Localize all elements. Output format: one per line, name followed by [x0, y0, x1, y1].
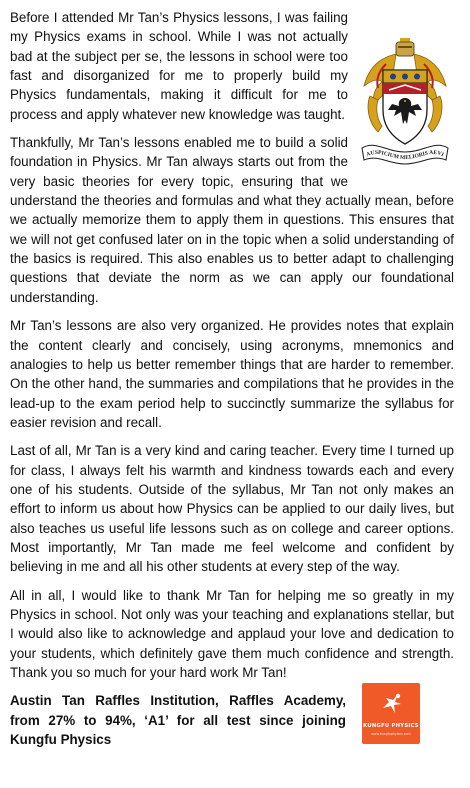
crest-motto: AUSPICIUM MELIORIS AEVI	[365, 149, 445, 162]
testimonial-document	[10, 8, 454, 750]
logo-title: KUNGFU PHYSICS	[363, 723, 419, 729]
paragraph-5: All in all, I would like to thank Mr Tan for helping me so greatly in my Physics in school. Not only was your teaching and explanations stellar, but I would also like to acknowledge and applaud your love and dedication to your students, which definitely gave them much confidence and strength. Thank you so much for your hard work Mr Tan!	[10, 587, 454, 680]
paragraph-3: Mr Tan’s lessons are also very organized. He provides notes that explain the content clearly and concisely, using acronyms, mnemonics and analogies to help us better remember things that are harder to remember. On the other hand, the summaries and compilations that he provides in the lead-up to the exam period help to succinctly summarize the syllabus for easier revision and recall.	[10, 318, 454, 430]
crest-helmet	[396, 38, 414, 56]
paragraph-1-text: Before I attended Mr Tan’s Physics lessons, I was failing my Physics exams in school. While I was not actually bad at the subject per se, the lessons in school were too fast and disorganized for me to properly build my Physics fundamentals, making it difficult for me to process and apply whatever new knowledge was taught.	[10, 10, 348, 122]
paragraph-4: Last of all, Mr Tan is a very kind and caring teacher. Every time I turned up for class, I always felt his warmth and kindness towards each and every one of his students. Outside of the syllabus, Mr Tan not only makes an effort to inform us about how Physics can be applied to our daily lives, but also teaches us useful life lessons such as on college and career options. Most importantly, Mr Tan made me feel welcome and confident by believing in me and all his other students at every step of the way.	[10, 443, 454, 575]
paragraph-2: Thankfully, Mr Tan’s lessons enabled me to build a solid foundation in Physics. Mr Tan always starts out from the very basic theories for every topic, ensuring that we understand the theories and formulas and what they actually mean, before we actually memorize them to apply them in questions. This ensures that we will not get confused later on in the topic when a solid understanding of the basics is required. This also enables us to better adapt to challenging questions that deviate the norm as we can apply our foundational understanding.	[10, 135, 454, 305]
kungfu-figure-icon	[362, 683, 420, 723]
raffles-crest-icon	[356, 36, 454, 174]
logo-subtitle: www.kungfuphysics.com	[371, 732, 411, 736]
student-signature: Austin Tan Raffles Institution, Raffles Academy, from 27% to 94%, ‘A1’ for all test since joining Kungfu Physics	[10, 693, 346, 748]
kungfu-physics-logo	[362, 683, 420, 744]
paragraph-1	[10, 8, 454, 162]
